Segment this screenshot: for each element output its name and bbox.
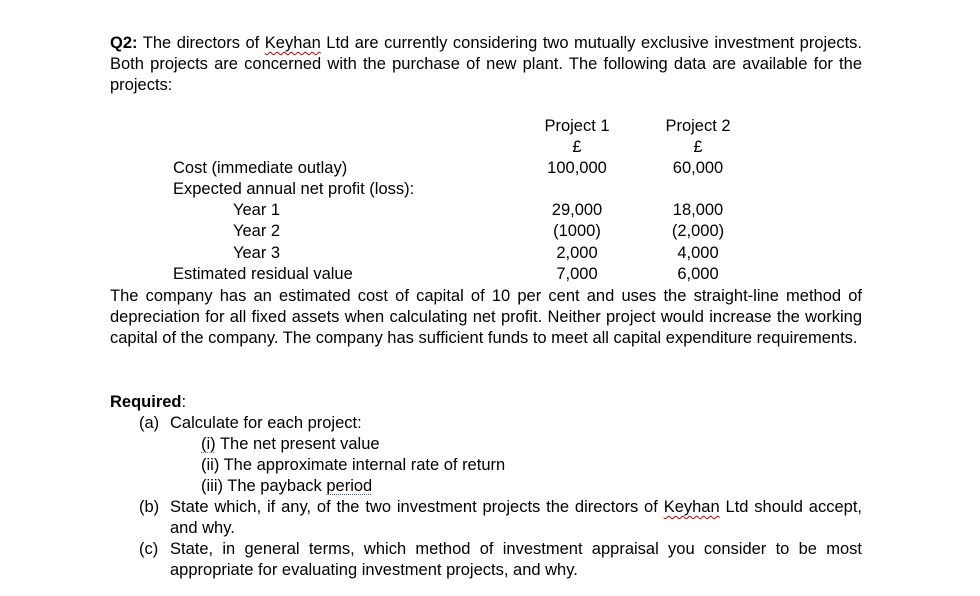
row-value-p2: 6,000 <box>677 265 719 283</box>
item-c-text: State, in general terms, which method of investment appraisal you consider to be most appropriate for evaluating investment projects, and why. <box>170 540 862 579</box>
table-row <box>0 243 980 264</box>
question-intro <box>110 33 862 96</box>
item-a-ii: (ii) The approximate internal rate of return <box>201 456 506 474</box>
item-c-label: (c) <box>139 540 159 558</box>
header-project-2: Project 2 <box>665 117 731 135</box>
table-row <box>0 264 980 285</box>
required-colon: : <box>181 393 187 411</box>
row-value-p1: 2,000 <box>556 244 598 262</box>
row-value-p2: (2,000) <box>671 222 725 240</box>
table-row <box>0 179 980 200</box>
item-b-after: Ltd should accept, and why. <box>170 498 862 537</box>
item-a-label: (a) <box>139 414 160 432</box>
row-value-p1: (1000) <box>553 222 601 240</box>
question-label: Q2: <box>110 34 138 52</box>
currency-project-2: £ <box>693 138 703 156</box>
row-label: Year 2 <box>233 222 281 240</box>
header-project-1: Project 1 <box>544 117 610 135</box>
table-row <box>0 200 980 221</box>
row-value-p2: 4,000 <box>677 244 719 262</box>
item-a-text: Calculate for each project: <box>170 414 362 432</box>
row-label: Estimated residual value <box>173 265 353 283</box>
intro-after: Ltd are currently considering two mutually exclusive investment projects. Both projects are concerned with the purchase of new plant. The following data are available for the projects: <box>110 34 863 94</box>
row-value-p1: 7,000 <box>556 265 598 283</box>
company-name: Keyhan <box>264 34 321 52</box>
item-i-text: The net present value <box>219 435 380 453</box>
row-value-p1: 100,000 <box>547 159 607 177</box>
item-b-text <box>170 497 862 539</box>
row-label: Expected annual net profit (loss): <box>173 180 415 198</box>
row-label: Year 3 <box>233 244 281 262</box>
row-label: Cost (immediate outlay) <box>173 159 348 177</box>
item-iii-word: period <box>326 477 373 495</box>
item-b-company: Keyhan <box>663 498 720 516</box>
item-iii-prefix: (iii) The payback <box>201 477 322 495</box>
intro-before: The directors of <box>142 34 260 52</box>
item-a-iii <box>201 476 372 497</box>
required-heading-line <box>110 392 862 413</box>
item-a-i <box>201 434 380 455</box>
table-row <box>0 158 980 179</box>
table-header-row <box>0 116 980 137</box>
row-label: Year 1 <box>233 201 281 219</box>
required-heading: Required <box>110 393 182 411</box>
row-value-p1: 29,000 <box>551 201 603 219</box>
row-value-p2: 60,000 <box>672 159 724 177</box>
item-b-before: State which, if any, of the two investment projects the directors of <box>170 498 658 516</box>
table-row <box>0 221 980 242</box>
row-value-p2: 18,000 <box>672 201 724 219</box>
table-currency-row <box>0 137 980 158</box>
context-paragraph: The company has an estimated cost of capital of 10 per cent and uses the straight-line method of depreciation for all fixed assets when calculating net profit. Neither project would increase the working capital of the company. The company has sufficient funds to meet all capital expenditure requirements. <box>110 287 862 347</box>
currency-project-1: £ <box>572 138 582 156</box>
item-i-label: (i) <box>201 435 216 453</box>
item-b-label: (b) <box>139 498 160 516</box>
